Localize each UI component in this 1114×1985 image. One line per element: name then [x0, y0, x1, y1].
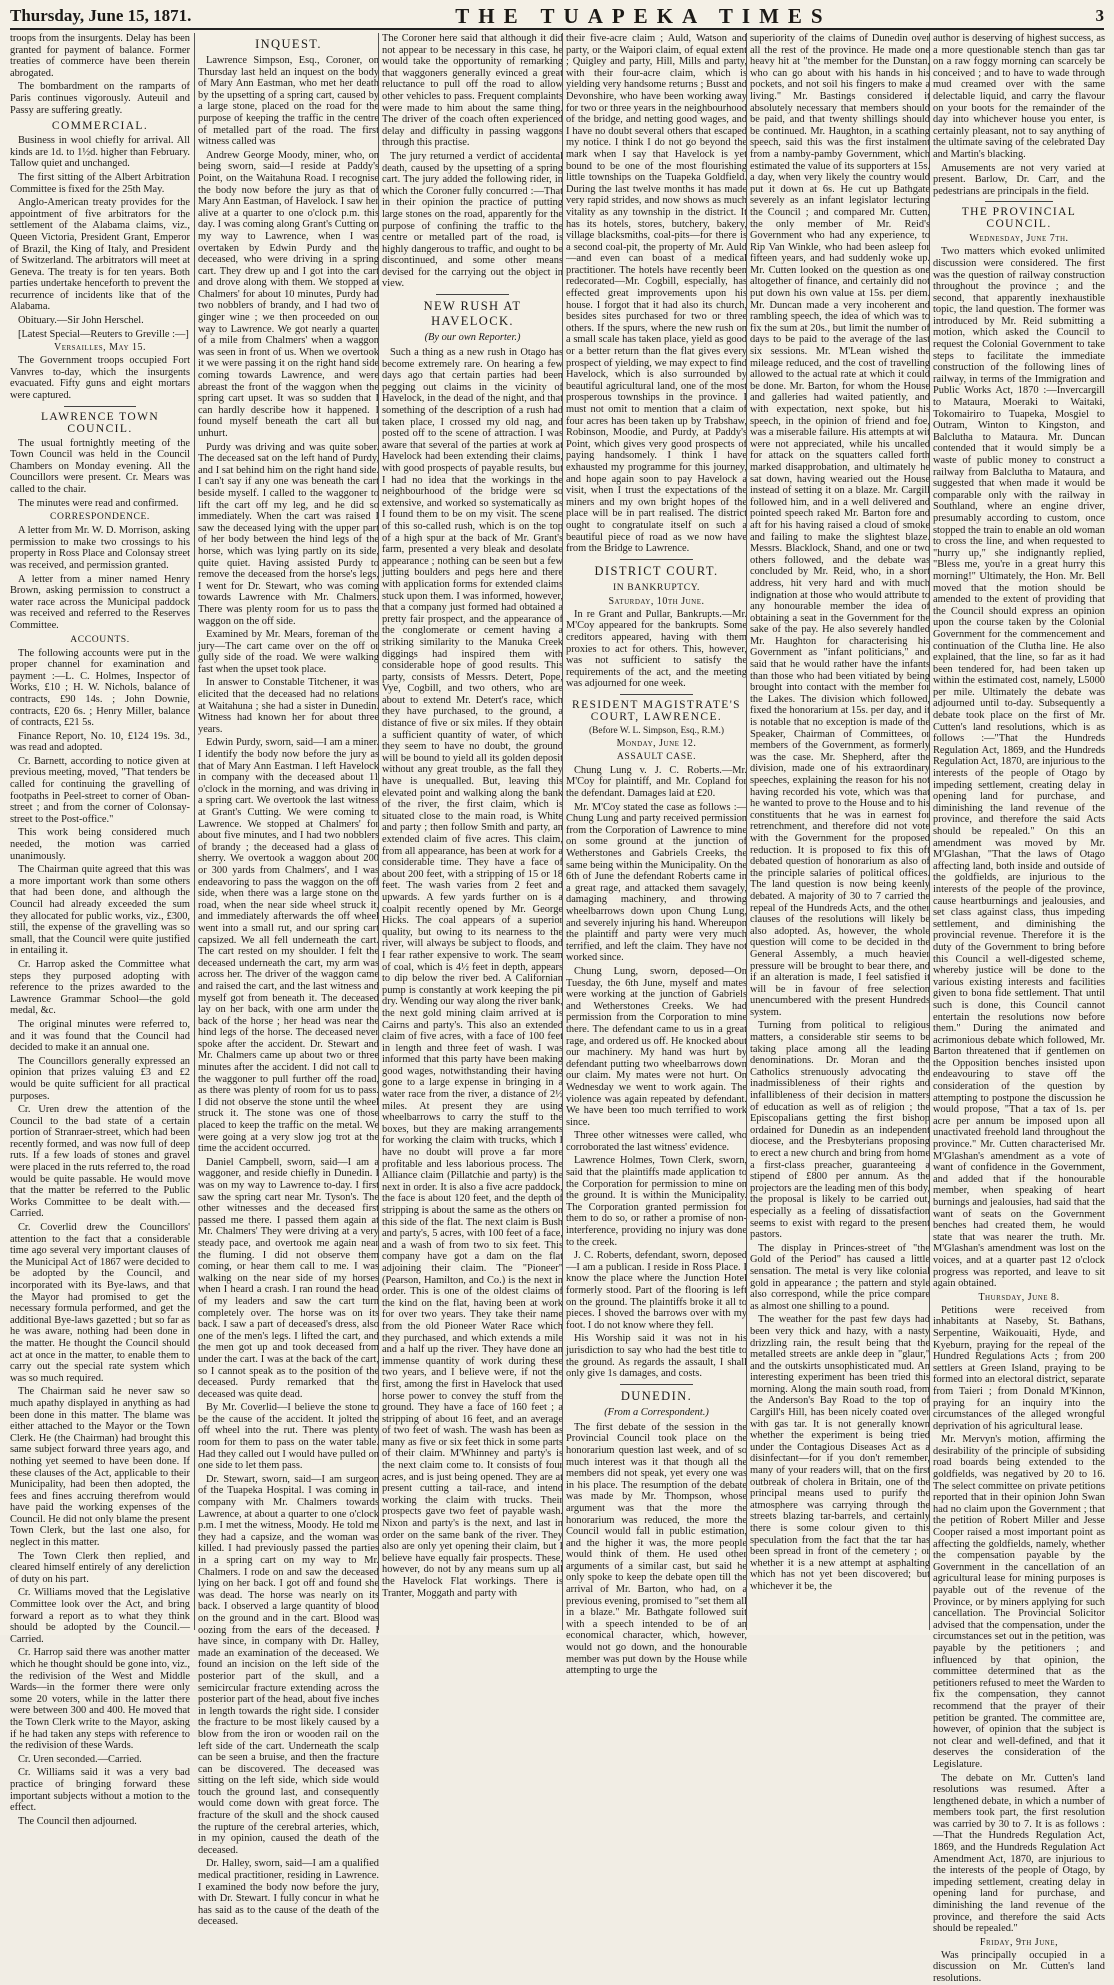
article-paragraph: Cr. Williams said it was a very bad practice of bringing forward these important subjects without a motion to the effect. — [10, 1767, 190, 1814]
divider — [620, 694, 692, 695]
divider — [64, 406, 136, 407]
article-paragraph: The Government troops occupied Fort Vanvres to-day, which the insurgents evacuated. Fifty guns and eight mortars were captured. — [10, 355, 190, 402]
article-paragraph: Chung Lung v. J. C. Roberts.—Mr. M'Coy for plaintiff, and Mr. Copland for the defendant. Damages laid at £20. — [566, 764, 747, 800]
article-paragraph: Cr. Coverlid drew the Councillors' attention to the fact that a considerable time ago several very important clauses of the Municipal Act of 1867 were decided to be adopted by the Council, and incorporated with its Bye-laws, and that the Mayor had promised to get the necessary formula performed, and get the additional Bye-laws gazetted ; but so far as he was aware, nothing had been done in the matter. He thought the Council should act at once in the matter, to enable them to carry out the special rate system which was so much required. — [10, 1222, 190, 1384]
article-paragraph: author is deserving of highest success, as a more questionable stench than gas tar on a raw foggy morning can scarcely be conceived ; and to have to wade through mud creamed over with the same delectable liquid, and carry the flavour on your boots for the remainder of the day into whichever house you enter, is certainly pleasant, not to say anything of the ultimate saving of the celebrated Day and Martin's blacking. — [933, 33, 1105, 160]
article-paragraph: Three other witnesses were called, who corroborated the last witness' evidence. — [566, 1130, 747, 1153]
divider — [985, 201, 1054, 202]
article-paragraph: Was principally occupied in a discussion on Mr. Cutten's land resolutions. — [933, 1949, 1105, 1984]
article-paragraph: The Town Clerk then replied, and cleared himself entirely of any dereliction of duty on his part. — [10, 1550, 190, 1585]
article-paragraph: Cr. Uren drew the attention of the Council to the bad state of a certain portion of Stranraer-street, which had been recently formed, and was now full of deep ruts. If a few loads of stones and gravel were placed in the ruts referred to, the road would be quite passable. He would move that the matter be referred to the Public Works Committee to be dealt with.—Carried. — [10, 1104, 190, 1220]
article-paragraph: The usual fortnightly meeting of the Town Council was held in the Council Chambers on Monday evening. All the Councillors were present. Cr. Mears was called to the chair. — [10, 437, 190, 495]
divider — [620, 559, 692, 560]
column-1 — [10, 33, 193, 1827]
dateline: Saturday, 10th June. — [608, 595, 705, 607]
subheading-accounts: ACCOUNTS. — [70, 633, 130, 645]
article-paragraph: Business in wool chiefly for arrival. All kinds are 1d. to 1½d. higher than February. Tallow quiet and unchanged. — [10, 135, 190, 170]
newspaper-title: THE TUAPEKA TIMES — [455, 3, 832, 28]
article-paragraph: The jury returned a verdict of accidental death, caused by the upsetting of a spring cart. The jury added the following rider, in which the Coroner fully concurred :—That in their opinion the practice of putting large stones on the road, apparently for the purpose of confining the traffic to the centre or metalled part of the road, is highly dangerous to traffic, and ought to be discontinued, and some other means devised for the carrying out the object in view. — [382, 150, 563, 290]
article-paragraph: troops from the insurgents. Delay has been granted for payment of balance. Former treaties of commerce have been therein abrogated. — [10, 33, 190, 79]
column-4 — [562, 33, 750, 1677]
article-paragraph: The following accounts were put in the proper channel for examination and payment :—L. C. Holmes, Inspector of Works, £10 ; H. W. Nichols, balance of contracts, £90 14s. ; John Downie, contracts, £20 6s. ; Henry Miller, balance of contracts, £21 5s. — [10, 647, 190, 729]
article-paragraph: By Mr. Coverlid—I believe the stone to be the cause of the accident. It jolted the off wheel into the rut. There was plenty room for them to pass on the water table. Had they called out I would have pulled on one side to let them pass. — [198, 1402, 379, 1472]
article-paragraph: The display in Princes-street of "the Gold of the Period" has caused a little sensation. The metal is very like colonial gold in appearance ; the pattern and style also correspond, while the price compare as almost one shilling to a pound. — [750, 1242, 930, 1312]
article-paragraph: The original minutes were referred to, and it was found that the Council had decided to make it an annual one. — [10, 1018, 190, 1054]
article-paragraph: Purdy was driving and was quite sober. The deceased sat on the left hand of Purdy, and I sat behind him on the right hand side. I can't say if any one was beneath the cart beside myself. I called to the waggoner to lift the cart off my leg, and he did so immediately. When the cart was raised I saw the deceased lying with the upper part of her body between the hind legs of the horse, which was lying partly on its side, quite quiet. Having assisted Purdy to remove the deceased from the horse's legs, I went for Dr. Stewart, who was coming towards Lawrence with Mr. Chalmers. There was plenty room for us to pass the waggon on the off side. — [198, 441, 379, 627]
article-paragraph: Finance Report, No. 10, £124 19s. 3d., was read and adopted. — [10, 730, 190, 754]
article-paragraph: A letter from a miner named Henry Brown, asking permission to construct a water race across the Municipal paddock was received and referred to the Reserves Committee. — [10, 573, 190, 631]
byline: (From a Correspondent.) — [604, 1406, 709, 1418]
article-paragraph: The Council then adjourned. — [18, 1815, 137, 1827]
article-paragraph: The bombardment on the ramparts of Paris continues vigorously. Auteuil and Passy are suffering greatly. — [10, 81, 190, 116]
masthead — [10, 4, 1104, 30]
article-paragraph: In re Grant and Pullar, Bankrupts.—Mr. M'Coy appeared for the bankrupts. Some creditors appeared, having with them proxies to act for others. This, however, was not sufficient to satisfy the requirements of the act, and the meeting was adjourned for one week. — [566, 608, 747, 690]
article-paragraph: Examined by Mr. Mears, foreman of the jury—The cart came over on the off or gully side of the road. We were walking fast when the upset took place. — [198, 629, 379, 675]
article-paragraph: The Chairman said he never saw so much apathy displayed in anything as had been done in this matter. The blame was either attached to the Mayor or the Town Clerk. He (the Chairman) had brought this same subject forward three years ago, and nothing yet seemed to have been done. If these clauses of the Act, applicable to their Municipality, had been then adopted, the fees and fines accruing therefrom would have paid the working expenses of the Council. He did not only blame the present Town Clerk, but the last one also, for neglect in this matter. — [10, 1386, 190, 1549]
heading-provincial-council: THE PROVINCIAL COUNCIL. — [961, 206, 1077, 231]
article-paragraph: The debate on Mr. Cutten's land resolutions was resumed. After a lengthened debate, in which a number of members took part, the first resolution was carried by 30 to 7. It is as follows :—That the Hundreds Regulation Act, 1869, and the Hundreds Regulation Act Amendment Act, 1870, are injurious to the interests of the people of Otago, by impeding settlement, creating delay in opening land for purchase, and diminishing the land revenue of the province, and therefore the said Acts should be repealed." — [933, 1772, 1105, 1935]
before-line: (Before W. L. Simpson, Esq., R.M.) — [589, 725, 724, 736]
article-paragraph: Edwin Purdy, sworn, said—I am a miner. I identify the body now before the jury as that of Mary Ann Eastman. I left Havelock in company with the deceased about 11 o'clock in the morning, and was driving in a spring cart. We overtook the last witness at Grant's Cutting. We were coming to Lawrence. We stopped at Chalmers' for about five minutes, and I had two nobblers of brandy ; the deceased had a glass of sherry. We overtook a waggon about 200 or 300 yards from Chalmers', and I was endeavoring to pass the waggon on the off side, when there was a large stone on the road, when the near side wheel struck it, and immediately afterwards the off wheel went into a small rut, and our spring cart capsized. We all fell underneath the cart. The cart rested on my shoulder. I felt the deceased underneath the cart, my arm was across her. The driver of the waggon came and raised the cart, and the last witness and myself got from beneath it. The deceased lay on her back, with one arm under the back of the horse ; her head was near the hind legs of the horse. The deceased never spoke after the accident. Dr. Stewart and Mr. Chalmers came up about two or three minutes after the accident. I did not call to the waggoner to pull further off the road, as there was plenty of room for us to pass. I did not observe the stone until the wheel struck it. The stone was one of those placed to keep the traffic on the metal. We were going at a very slow jog trot at the time the accident occurred. — [198, 737, 379, 1155]
article-paragraph: J. C. Roberts, defendant, sworn, deposed—I am a publican. I reside in Ross Place. I know the place where the Junction Hotel formerly stood. Part of the flooring is left on the ground. The plaintiffs broke it all to pieces. I shoved the barrows over with my foot. I do not know where they fell. — [566, 1250, 747, 1331]
column-5 — [746, 33, 933, 1630]
article-paragraph: Turning from political to religious matters, a considerable stir seems to be taking place among all the leading denominations. Dr. Moran and the Catholics strenuously advocating the inadmissibleness of their rights and infallibleness of their decision in matters of education as well as of religion ; the Episcopalians getting the first bishop ordained for Dunedin as an independent diocese, and the Presbyterians proposing to erect a new church and bring from home a first-class preacher, guaranteeing a stipend of £800 per annum. As the projectors are the leading men of this body, the proposal is likely to be carried out, especially as a feeling of dissatisfaction seems to exist with regard to the present pastors. — [750, 1020, 930, 1241]
article-paragraph: The minutes were read and confirmed. — [18, 497, 179, 509]
article-paragraph: Cr. Harrop asked the Committee what steps they purposed adopting with reference to the prizes awarded to the Lawrence Grammar School—the gold medal, &c. — [10, 958, 190, 1017]
article-paragraph: Dr. Halley, sworn, said—I am a qualified medical practitioner, residing in Lawrence. I examined the body now before the jury, with Dr. Stewart. I fully concur in what he has said as to the cause of the death of the deceased. — [198, 1858, 379, 1928]
subheading-correspondence: CORRESPONDENCE. — [50, 511, 150, 523]
article-paragraph: Dr. Stewart, sworn, said—I am surgeon of the Tuapeka Hospital. I was coming in company with Mr. Chalmers towards Lawrence, at about a quarter to one o'clock p.m. I met the witness, Moody. He told me they had a capsize, and the woman was killed. I had previously passed the parties in a spring cart on my way to Mr. Chalmers. I rode on and saw the deceased lying on her back. I got off and found she was dead. The horse was nearly on its back. I observed a large quantity of blood on the ground and in the cart. Blood was oozing from the ears of the deceased. I have since, in company with Dr. Halley, made an examination of the deceased. We found an incision on the left side of the posterior part of the skull, and a semicircular fracture extending across the posterior part of the head, about five inches in length towards the right side. I consider the fracture to be most likely caused by a blow from the iron or wooden rail on the left side of the cart. Underneath the scalp can be seen a bruise, and then the fracture can be discovered. The deceased was sitting on the left side, which side would touch the ground last, and consequently would come down with great force. The fracture of the skull and the shock caused the rupture of the cerebral arteries, which, in my opinion, caused the death of the deceased. — [198, 1473, 379, 1856]
article-paragraph: This work being considered much needed, the motion was carried unanimously. — [10, 827, 190, 862]
article-paragraph: Cr. Uren seconded.—Carried. — [18, 1753, 142, 1765]
dateline: Versailles, May 15. — [53, 342, 147, 354]
article-paragraph: Two matters which evoked unlimited discussion were considered. The first was the question of railway construction throughout the province ; and the second, that apparently inexhaustible topic, the land question. The former was introduced by Mr. Reid submitting a motion, which asked the Council to request the Colonial Government to take steps to facilitate the immediate construction of the following lines of railway, in terms of the Immigration and Public Works Act, 1870 :—Invercargill to Mataura, Moeraki to Waitaki, Tokomairiro to Tuapeka, Mosgiel to Outram, Winton to Kingston, and Balclutha to Mataura. Mr. Duncan contended that it would simply be a waste of public money to construct a railway from Balclutha to Mataura, and suggested that when made it would be comparable only with the railway in Southland, where an engine driver, presumably according to custom, once stopped the train to enable an old woman to cross the line, and when requested to "hurry up," she indignantly replied, "Bless me, you're in a great hurry this morning!" Ultimately, the Hon. Mr. Bell moved that the motion should be amended to the extent of providing that the Council should express an opinion upon the course taken by the Colonial Government for the commencement and continuation of the Clutha line. He also explained, that the line, so far as it had been tendered for, had been taken up within the estimated cost, namely, L5000 per mile. Ultimately the debate was adjourned until to-day. Subsequently a debate took place on the first of Mr. Cutten's land resolutions, which is as follows :—"That the Hundreds Regulation Act, 1869, and the Hundreds Regulation Act, 1870, are injurious to the interests of the people of Otago by impeding settlement, creating delay in opening land for purchase, and diminishing the land revenue of the province, and therefore the said Acts should be repealed." On this an amendment was moved by Mr. M'Glashan, "That the laws of Otago affecting land, both inside and outside of the goldfields, are injurious to the interests of the people of the province, cause heartburnings and jealousies, and set class against class, thus impeding settlement, and diminishing the provincial revenue. Therefore it is the duty of the Government to bring before this Council a well-digested scheme, whereby justice will be done to the various existing interests and facilities given to bona fide settlement. That until such is done, this Council cannot entertain the resolutions now before them." During the animated and acrimonious debate which followed, Mr. Barton threatened that if gentlemen on the Opposition benches insisted upon endeavouring to stave off the consideration of the question by attempting to postpone the discussion he would propose, "That a tax of 1s. per acre per annum be imposed upon all unactivated freehold land throughout the province." Mr. Cutten characterised Mr. M'Glashan's amendment as a vote of want of confidence in the Government, and added that if the honourable member, when speaking of heart burnings and jealousies, had said that the want of seats on the Government benches had created them, he would state that was nearer the truth. Mr. M'Glashan's amendment was lost on the voices, and at a quarter past 12 o'clock progress was reported, and leave to sit again obtained. — [933, 246, 1105, 1290]
byline: (By our own Reporter.) — [424, 332, 521, 344]
heading-inquest: INQUEST. — [255, 37, 322, 51]
column-6 — [929, 33, 1105, 1984]
article-paragraph: Such a thing as a new rush in Otago has become extremely rare. On hearing a few days ago that certain parties had been pegging out claims in the vicinity of Havelock, in the dead of the night, and that something of the description of a rush had taken place, I crossed my old nag, and posted off to the scene of attraction. I was aware that several of the parties at work at Havelock had been extending their claims, with good prospects of payable results, but I had no idea that the workings in the neighbourhood of the bridge were so extensive, and worked so systematically as I found them to be on my visit. The scene of this so-called rush, which is on the top of a high spur at the back of Mr. Grant's farm, presented a very bleak and desolate appearance ; nothing can be seen but a few jutting boulders and pegs here and there with application forms for extended claims stuck upon them. I was informed, however, that a company just formed had obtained a pretty fair prospect, and the appearance of the conglomerate or cement having a striking similarity to the Manuka Creek diggings had inspired them with considerable hope of good results. This party, consists of Messrs. Detert, Pope, Vye, Cogbill, and two others, who are about to extend Mr. Detert's race, which they have purchased, to the ground, a distance of five or six miles. If they obtain a sufficient quantity of water, of which they seem to have no doubt, the ground will be bound to yield all its golden deposit without any great trouble, as the fall they have is unequalled. But, leaving this elevated point and walking along the bank of the river, the first claim, which is situated close to the main road, is White and party ; then follow Smith and party, an extended claim of five acres. This claim, from all appearance, has been at work for a considerable time. They have a face of about 200 feet, with a stripping of 15 or 18 feet. The wash varies from 2 feet and upwards. A few yards further on is a coalpit recently opened by Mr. George Hicks. The coal appears of a superior quality, but owing to its nearness to the river, will always be subject to floods, and I fear rather expensive to work. The seam of coal, which is 4½ feet in depth, appears to dip below the river bed. A Californian pump is constantly at work keeping the pit dry. Wending our way along the river bank, the next gold mining claim arrived at is Cairns and party's. This also an extended claim of five acres, with a face of 100 feet in length and three feet of wash. I was informed that this party have been making good wages, notwithstanding their having gone to a large expense in bringing in a water race from the river, a distance of 2½ miles. At present they are using wheelbarrows to carry the stuff to the boxes, but they are making arrangements for working the claim with trucks, which I have no doubt will prove a far more profitable and less laborious process. The Alliance claim (Pillatchie and party) is the next in order. It is also a five acre paddock, the face is about 120 feet, and the depth of stripping is about the same as the others on this side of the flat. The next claim is Bush and party's, 5 acres, with 100 feet of a face, and a wash of from two to six feet. This company have got a dam on the flat adjoining their claim. The "Pioneer" (Pearson, Hamilton, and Co.) is the next in order. This is one of the oldest claims of the kind on the flat, having been at work for over two years. They take their name from the old Pioneer Water Race which they purchased, and which extends a mile and a half up the river. They have done an immense quantity of work during these two years, and I believe were, if not the first, among the first in Havelock that used horse power to convey the stuff from the ground. They have a face of 160 feet ; a stripping of about 16 feet, and an average of two feet of wash. The wash has been as many as five or six feet thick in some parts of their claim. M'Whinney and party's is the next claim come to. It consists of four acres, and is just being opened. They are at present cutting a tail-race, and intend working the claim with trucks. Their prospects gave two feet of payable wash. Nixon and party's is the next, and last in order on the same bank of the river. They also are only yet opening their claim, but I believe have equally fair prospects. These, however, do not by any means sum up all the Havelock Flat workings. There is Tranter, Moggath and party with — [382, 347, 563, 1599]
heading-new-rush: NEW RUSH AT HAVELOCK. — [423, 299, 522, 329]
article-paragraph: The Councillors generally expressed an opinion that prizes valuing £3 and £2 would be quite sufficient for all practical purposes. — [10, 1055, 190, 1102]
article-paragraph: Lawrence Holmes, Town Clerk, sworn, said that the plaintiffs made application to the Corporation for permission to mine on the ground. It is within the Municipality. The Corporation granted permission for them to do so, or rather a promise of non-interference, providing no injury was done to the creek. — [566, 1155, 747, 1248]
article-paragraph: A letter from Mr. W. D. Morrison, asking permission to make two crossings to his property in Ross Place and Colonsay street was received, and permission granted. — [10, 525, 190, 571]
article-paragraph: Cr. Harrop said there was another matter which he thought should be gone into, viz., the redivision of the West and Middle Wards—in the former there were only some 20 voters, while in the latter there were between 300 and 400. He moved that the Town Clerk write to the Mayor, asking if he had taken any steps with reference to the redivision of these Wards. — [10, 1647, 190, 1752]
heading-commercial: COMMERCIAL. — [51, 120, 149, 133]
divider — [436, 294, 508, 295]
subheading-assault: ASSAULT CASE. — [616, 750, 697, 762]
article-paragraph: [Latest Special—Reuters to Greville :—] — [18, 328, 189, 340]
article-paragraph: Cr. Williams moved that the Legislative Committee look over the Act, and bring forward a report as to what they think should be adopted by the Council.—Carried. — [10, 1587, 190, 1645]
column-3 — [378, 33, 566, 1630]
heading-lawrence-council: LAWRENCE TOWN COUNCIL. — [40, 410, 160, 435]
divider — [620, 1384, 692, 1385]
columns — [10, 33, 1105, 1984]
dateline: Thursday, June 8. — [978, 1291, 1060, 1303]
article-paragraph: In answer to Constable Titchener, it was elicited that the deceased had no relations at Waitahuna ; she had a sister in Dunedin. Witness had known her for about three years. — [198, 677, 379, 735]
dateline: Friday, 9th June, — [979, 1936, 1059, 1948]
article-paragraph: The Coroner here said that although it did not appear to be necessary in this case, he would take the opportunity of remarking that waggoners generally evinced a great reluctance to pull off the road to allow other vehicles to pass. Frequent complaints were made to him about the same thing. The driver of the coach often experienced delay and difficulty in passing waggons through this practise. — [382, 33, 563, 149]
article-paragraph: Petitions were received from inhabitants at Naseby, St. Bathans, Serpentine, Waikouaiti, Hyde, and Kyeburn, praying for the repeal of the Hundred Regulations Acts ; from 200 settlers at Green Island, praying to be formed into an electoral district, separate from Taieri ; from Donald M'Kinnon, praying for an inquiry into the circumstances of the alleged wrongful deprivation of his agricultural lease. — [933, 1304, 1105, 1432]
subheading-bankruptcy: IN BANKRUPTCY. — [612, 581, 701, 593]
heading-district-court: DISTRICT COURT. — [594, 563, 719, 578]
article-paragraph: Lawrence Simpson, Esq., Coroner, on Thursday last held an inquest on the body of Mary Ann Eastman, who met her death by the upsetting of a spring cart, caused by a large stone, placed on the road for the purpose of keeping the traffic in the centre of metalled part of the road. The first witness called was — [198, 55, 379, 148]
article-paragraph: The first sitting of the Albert Arbitration Committee is fixed for the 25th May. — [10, 171, 190, 195]
article-paragraph: superiority of the claims of Dunedin over all the rest of the province. He made one heavy hit at "the member for the Dunstan, who can go about with his hands in his pockets, and not soil his fingers to make a living." Mr. Bastings considered it absolutely necessary that members should be paid, and that twenty shillings should be continued. Mr. Haughton, in a scathing speech, said this was the first instalment from a namby-pamby Government, which estimated the value of its supporters at 15s. a day, when very likely the country would put it down at 6s. He cut up Bathgate severely as an infant legislator lecturing the Council ; and compared Mr. Cutten, the only member of Mr. Reid's Government who had any experience, to Rip Van Winkle, who had been asleep for fifteen years, and had suddenly woke up. Mr. Cutten looked on the question as one altogether of finance, and certainly did not put down his own value at 15s. per diem. Mr. Duncan made a very incoherent and rambling speech, the idea of which was to fix the sum at 20s., but limit the number of days to be paid to the average of the last six sessions. Mr. M'Lean wished the mileage reduced, and the cost of travelling allowed to the actual rate at which it could be done. Mr. Barton, for whom the House and galleries had waited patiently, and with expectation, next spoke, but his speech, in the opinion of friend and foe, was a miserable failure. His attempts at wit were not appreciated, while his uncalled for attack on the squatters called forth marked disapprobation, and ultimately he sat down, having wearied out the House instead of setting it on a blaze. Mr. Cargill followed him, and in a well delivered and pointed speech raked Mr. Barton fore and aft for his having raised a cloud of smoke and failing to make the slightest blaze. Messrs. Blacklock, Shand, and one or two others followed, and the debate was concluded by Mr. Reid, who, in a short address, hit very hard and with much indignation at those who would attribute to any honourable member the idea of obtaining a seat in the Government for the sake of the pay. He also severely handled Mr. Haughton for characterising his Government as "infant politicians," and said that he would rather have the infants than those who had been vitiated by being brought into contact with the member for the Lakes. The division which followed, fixed the honorarium at 15s. per day, and it is notable that no exception is made of the Speaker, Chairman of Committees, or members of the Government, as formerly was the case. Mr. Shepherd, after the division, made one of his extraordinary speeches, explaining the reason for his not having recorded his vote, which was that he wanted to prove to the House and to his constituents that he was in earnest for retrenchment, and therefore did not vote with the Government for the proposed reduction. It is proposed to fix this oft debated question of honorarium as also of the principle salaries of political offices. The land question is now being keenly debated. A majority of 30 to 7 carried the repeal of the Hundreds Acts, and the other clauses of the resolutions will likely be also adopted. As, however, the whole question will come to be decided in the General Assembly, a much heavier pressure will be brought to bear there, and if an alteration is made, I feel satisfied it will be in favour of free selection unencumbered with the present Hundreds system. — [750, 33, 930, 1018]
heading-resident-magistrate: RESIDENT MAGISTRATE'S COURT, LAWRENCE. — [572, 698, 741, 723]
article-paragraph: The weather for the past few days had been very thick and hazy, with a nasty drizzling rain, the result being that the metalled streets are ankle deep in "glaur," and the outskirts unsophisticated mud. An interesting experiment has been tried this morning. Along the main south road, from the Anderson's Bay Road to the top of Cargill's Hill, has been nicely coated over with gas tar. It is not generally known whether the experiment is being tried under the Contagious Diseases Act as a disinfectant—for if you don't remember, many of your readers will, that on the first outbreak of cholera in Britain, one of the principal means used to purify the atmosphere was carrying through the streets blazing tar-barrels, and certainly there is some colour given to this speculation from the fact that the tar has been spread in front of the cemetery ; or whether it is a new attempt at asphalting which has not yet been discovered; but whichever it be, the — [750, 1314, 930, 1592]
column-2 — [194, 33, 382, 1928]
article-paragraph: their five-acre claim ; Auld, Watson and party, or the Waipori claim, of equal extent ; Quigley and party, Hill, Mills and party, with their four-acre claim, which is yielding very handsome returns ; Busst and Devonshire, who have been working away for two or three years in the neighbourhood of the bridge, and netting good wages, and I have no doubt several others that escaped my notice. I think I do not go beyond the mark when I say that Havelock is yet bound to be one of the most flourishing little townships on the Tuapeka Goldfield. During the last twelve months it has made very rapid strides, and now shows as much vitality as any township in the district. It has its hotels, stores, butchery, bakery, village blacksmiths, coal-pits—for there is a second coal-pit, the property of Mr. Auld—and even can boast of a medical practitioner. The hotels have recently been redecorated—Mr. Cogbill, especially, has effected great improvements upon his house. I forgot that it had also its church, besides sites purchased for two or three others. If the spurs, where the new rush on a small scale has taken place, yield as good or a better return than the flat gives every prospect of yielding, we may expect to find Havelock, which is also surrounded by beautiful agricultural land, one of the most prosperous townships in the province. I must not omit to mention that a claim of four acres has been taken up by Trabshaw, Robinson, Moodie, and Purdy, at Paddy's Point, which gives very good prospects of paying handsomely. I think I have exhausted my programme for this journey, and hope again soon to pay Havelock a visit, when I trust the expectations of the miners and my own bright hopes of the place will be in part realised. The district ought to congratulate itself on such a beautiful piece of road as we now have from the Bridge to Lawrence. — [566, 33, 747, 555]
article-paragraph: Andrew George Moody, miner, who, on being sworn, said—I reside at Paddy's Point, on the Waitahuna Road. I recognise the body now before the jury as that of Mary Ann Eastman, of Havelock. I saw her alive at a quarter to one o'clock p.m. this day. I was coming along Grant's Cutting on my way to Lawrence, when I was overtaken by Edwin Purdy and the deceased, who were driving in a spring cart. They drew up and I got into the cart and drove along with them. We stopped at Chalmers' for about 10 minutes, Purdy had two nobblers of brandy, and I had two of ginger wine ; we then proceeded on our way to Lawrence. We got nearly a quarter of a mile from Chalmers' when a waggon was seen in front of us. When we overtook it we were passing it on the right hand side coming towards Lawrence, and were abreast the front of the waggon when the spring cart upset. It was so sudden that I can hardly describe how it happened. I found myself beneath the cart all but unhurt. — [198, 149, 379, 439]
page-number: 3 — [1095, 6, 1104, 25]
issue-date: Thursday, June 15, 1871. — [10, 6, 192, 25]
article-paragraph: The first debate of the session in the Provincial Council took place on the honorarium question last week, and of so much interest was it that though all the members did not speak, yet every one was in his place. The resumption of the debate was made by Mr. Thompson, whose argument was that the more the honorarium was reduced, the more the Council would fall in public estimation, and the higher it was, the more people would think of them. He used other arguments of a similar cast, but said he only spoke to keep the debate open till the arrival of Mr. Barton, who had, on a previous evening, promised to "set them all in a blaze." Mr. Bathgate followed suit with a speech intended to be of an economical character, which, however, would not go down, and the honourable member was put down by the House while attempting to urge the — [566, 1421, 747, 1677]
heading-dunedin: DUNEDIN. — [620, 1388, 693, 1403]
article-paragraph: His Worship said it was not in his jurisdiction to say who had the best title to the ground. As regards the assault, I shall only give 1s damages, and costs. — [566, 1333, 747, 1380]
dateline: Monday, June 12. — [616, 737, 697, 749]
article-paragraph: Daniel Campbell, sworn, said—I am a waggoner, and reside chiefly in Dunedin. I was on my way to Lawrence to-day. I first saw the spring cart near Mr. Tyson's. The other witnesses and the deceased first passed me there. I passed them again at Mr. Chalmers' They were driving at a very steady pace, and overtook me again near the fluming. I did not observe them coming, or hear them call to me. I was walking on the near side of my horses when I heard a crash. I ran round the head of my leaders and saw the cart turn completely over. The horse was on its back. I saw a part of deceased's dress, also one of the men's legs. I lifted the cart, and the men got up and took deceased from under the cart. I was at the back of the cart, so I cannot speak as to the position of the deceased. Purdy remarked that the deceased was quite dead. — [198, 1156, 379, 1400]
article-paragraph: Chung Lung, sworn, deposed—On Tuesday, the 6th June, myself and mates were working at the junction of Gabriels and Wetherstones Creeks. We had permission from the Corporation to mine there. The defendant came to us in a great rage, and ordered us off. He knocked about our machinery. My hand was hurt by defendant putting two wheelbarrows down our claim. My mates were not hurt. On Wednesday we went to work again. The violence was again repeated by defendant. We have been too much terrified to work since. — [566, 965, 747, 1128]
article-paragraph: Amusements are not very varied at present. Barlow, Dr. Carr, and the pedestrians are principals in the field. — [933, 162, 1105, 197]
article-paragraph: Mr. M'Coy stated the case as follows :—Chung Lung and party received permission from the Corporation of Lawrence to mine on some ground at the junction of Wetherstones and Gabriels Creeks, the same being within the Municipality. On the 6th of June the defendant Roberts came in a great rage, and attacked them savagely, damaging machinery, and throwing wheelbarrows down upon Chung Lung, and severely injuring his hand. Whereupon the plaintiff and party were very much terrified, and left the claim. They have not worked since. — [566, 801, 747, 964]
article-paragraph: Mr. Mervyn's motion, affirming the desirability of the principle of subsiding road boards being extended to the goldfields, was negatived by 20 to 16. The select committee on private petitions reported that in their opinion John Swan had no claim upon the Government ; that the petition of Robert Miller and Jesse Cooper raised a most important point as affecting the goldfields, namely, whether the compensation payable by the Government in the cancellation of an agricultural lease for mining purposes is payable out of the revenue of the Province, or by miners applying for such cancellation. The Provincial Solicitor advised that the compensation, under the circumstances set out in the petition, was payable by the petitioners ; and influenced by that opinion, the committee determined that as the petitioners refused to meet the Warden to fix the compensation, they cannot recommend that the prayer of their petition be granted. The committee are, however, of opinion that the subject is not clear and well-defined, and that it deserves the consideration of the Legislature. — [933, 1434, 1105, 1770]
article-paragraph: Anglo-American treaty provides for the appointment of five arbitrators for the settlement of the Alabama claims, viz., Queen Victoria, President Grant, Emperor of Brazil, the King of Italy, and President of Switzerland. The arbitrators will meet at Geneva. The treaty is for ten years. Both parties undertake henceforth to prevent the recurrence of incidents like that of the Alabama. — [10, 197, 190, 313]
article-paragraph: The Chairman quite agreed that this was a more important work than some others that had been done, and although the Council had already exceeded the sum they allocated for public works, viz., £300, still, the expense of the gravelling was so small, that the Council were quite justified in entailing it. — [10, 864, 190, 957]
article-paragraph: Cr. Barnett, according to notice given at previous meeting, moved, "That tenders be called for continuing the gravelling of footpaths in Peel-street to corner of Oban-street ; and from the corner of Colonsay-street to the Post-office." — [10, 755, 190, 825]
article-paragraph: Obituary.—Sir John Herschel. — [18, 315, 144, 327]
dateline: Wednesday, June 7th. — [969, 233, 1069, 245]
